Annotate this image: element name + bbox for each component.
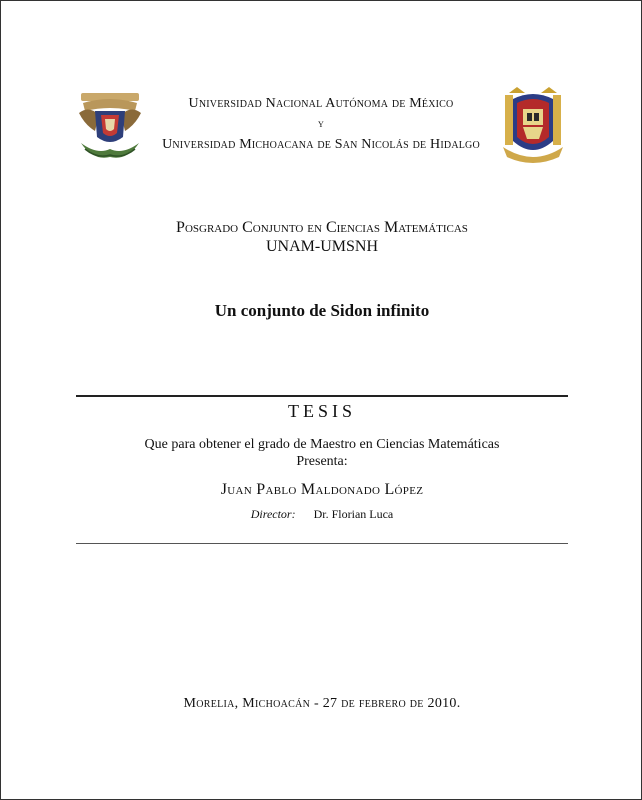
director-label: Director:	[250, 507, 296, 521]
degree-line: Que para obtener el grado de Maestro en Ciencias Matemáticas	[144, 437, 500, 452]
director-name: Dr. Florian Luca	[313, 507, 394, 521]
conjunction: y	[318, 118, 324, 130]
author-name: Juan Pablo Maldonado López	[220, 481, 424, 498]
program-name: Posgrado Conjunto en Ciencias Matemáticas	[176, 219, 468, 236]
program-institutions: UNAM-UMSNH	[265, 238, 378, 255]
presents-label: Presenta:	[296, 454, 348, 469]
unam-crest-icon	[77, 91, 143, 163]
university-unam: Universidad Nacional Autónoma de México	[188, 96, 454, 111]
umsnh-crest-icon	[499, 87, 567, 163]
top-rule	[76, 395, 568, 397]
bottom-rule	[76, 543, 568, 544]
place-date: Morelia, Michoacán - 27 de febrero de 2010.	[183, 696, 461, 711]
tesis-label: TESIS	[287, 401, 356, 421]
university-umsnh: Universidad Michoacana de San Nicolás de Hidalgo	[162, 137, 480, 152]
thesis-title: Un conjunto de Sidon infinito	[214, 301, 430, 320]
director-row	[101, 507, 543, 522]
